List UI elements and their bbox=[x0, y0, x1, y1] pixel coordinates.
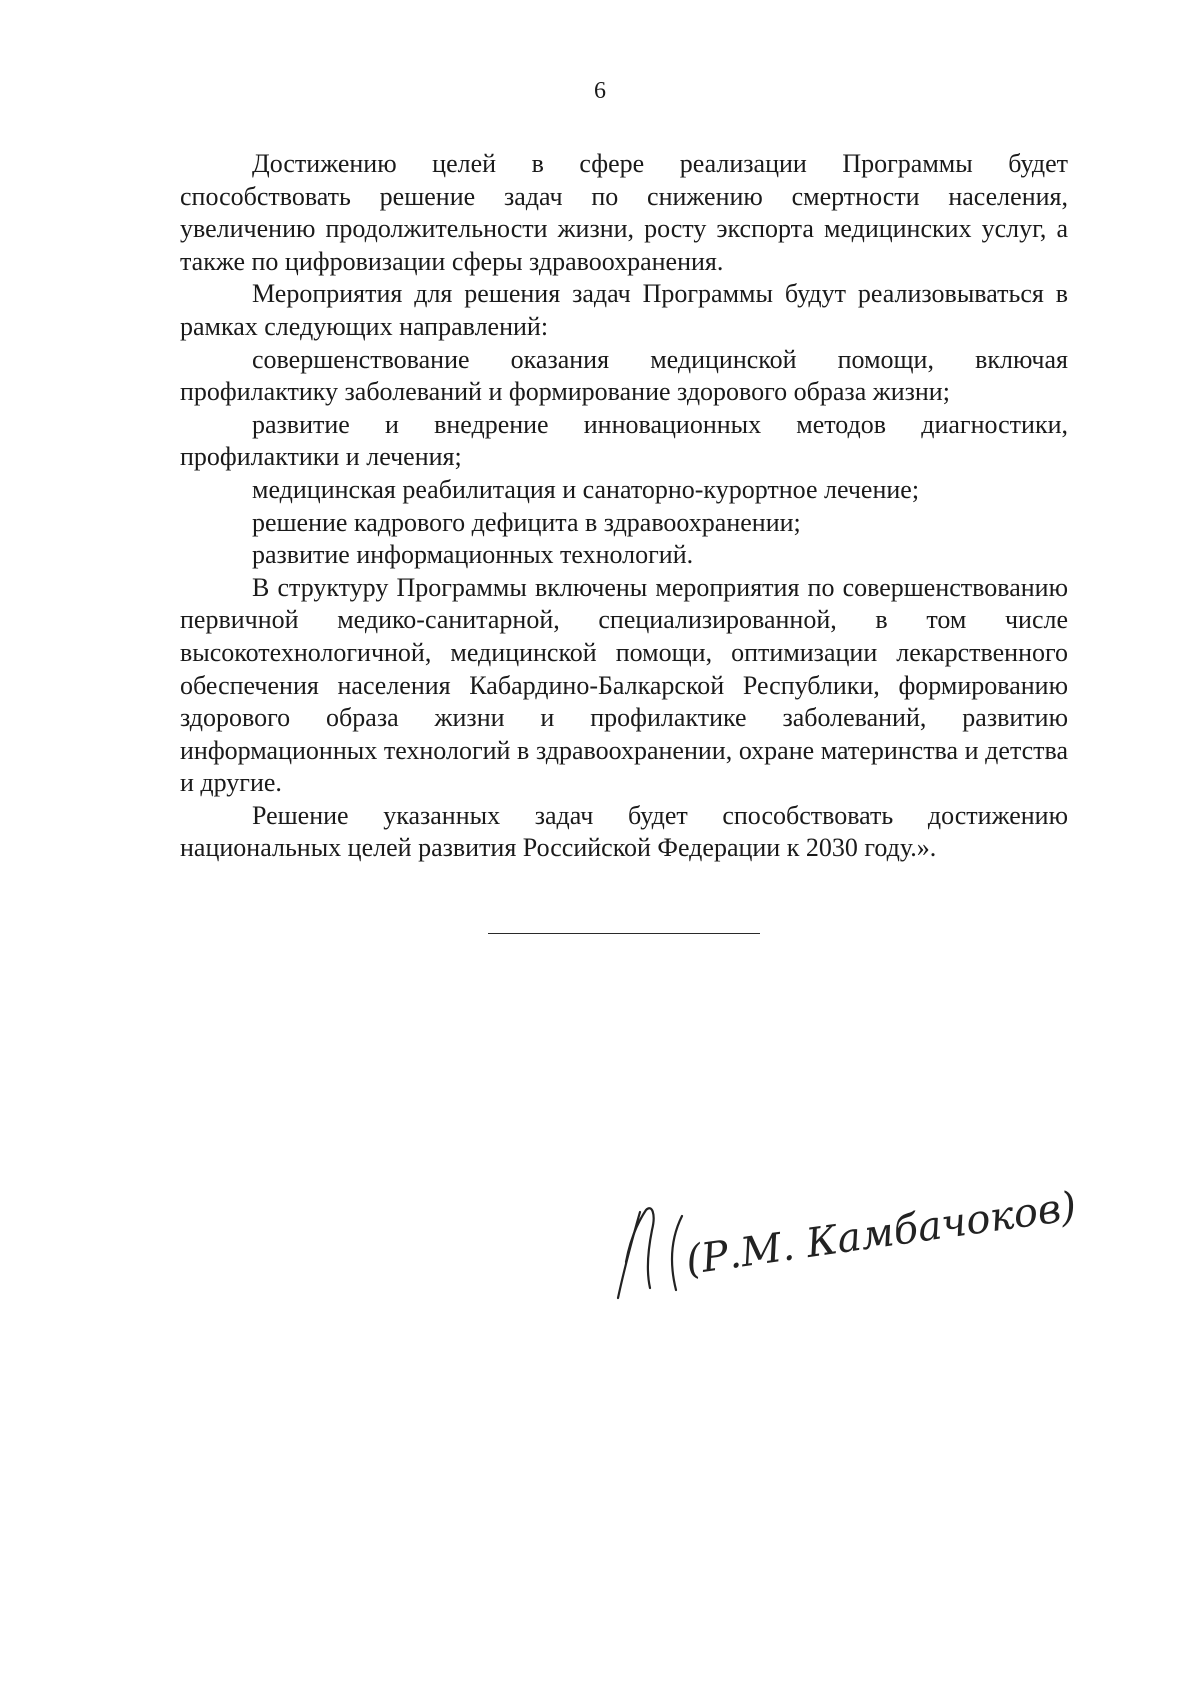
paragraph-directions-intro: Мероприятия для решения задач Программы будут реализовываться в рамках следующих направлений: bbox=[180, 279, 1068, 341]
direction-item-it: развитие информационных технологий. bbox=[252, 540, 694, 570]
paragraph-program-structure: В структуру Программы включены мероприятия по совершенствованию первичной медико-санитарной, специализированной, в том числе высокотехнологичной, медицинской помощи, оптимизации лекарственного обеспечения населения Кабардино-Балкарской Республики, формированию здорового образа жизни и профилактике заболеваний, развитию информационных технологий в здравоохранении, охране материнства и детства и другие. bbox=[180, 572, 1068, 798]
direction-item-medical-care: совершенствование оказания медицинской помощи, включая профилактику заболеваний и формирование здорового образа жизни; bbox=[180, 344, 1068, 407]
document-body bbox=[180, 148, 1068, 865]
direction-item-staffing: решение кадрового дефицита в здравоохранении; bbox=[252, 507, 801, 537]
direction-item-rehabilitation: медицинская реабилитация и санаторно-курортное лечение; bbox=[252, 474, 920, 504]
handwritten-signature bbox=[600, 1170, 1080, 1310]
direction-item-innovation: развитие и внедрение инновационных методов диагностики, профилактики и лечения; bbox=[180, 409, 1068, 472]
paragraph-goals: Достижению целей в сфере реализации Программы будет способствовать решение задач по снижению смертности населения, увеличению продолжительности жизни, росту экспорта медицинских услуг, а также по цифровизации сферы здравоохранения. bbox=[180, 149, 1068, 276]
svg-text:(Р.М. Камбачоков): (Р.М. Камбачоков) bbox=[682, 1183, 1080, 1284]
page-number: 6 bbox=[594, 78, 606, 104]
closing-divider-line bbox=[488, 933, 760, 934]
paragraph-conclusion: Решение указанных задач будет способствовать достижению национальных целей развития Российской Федерации к 2030 году.». bbox=[180, 800, 1068, 863]
